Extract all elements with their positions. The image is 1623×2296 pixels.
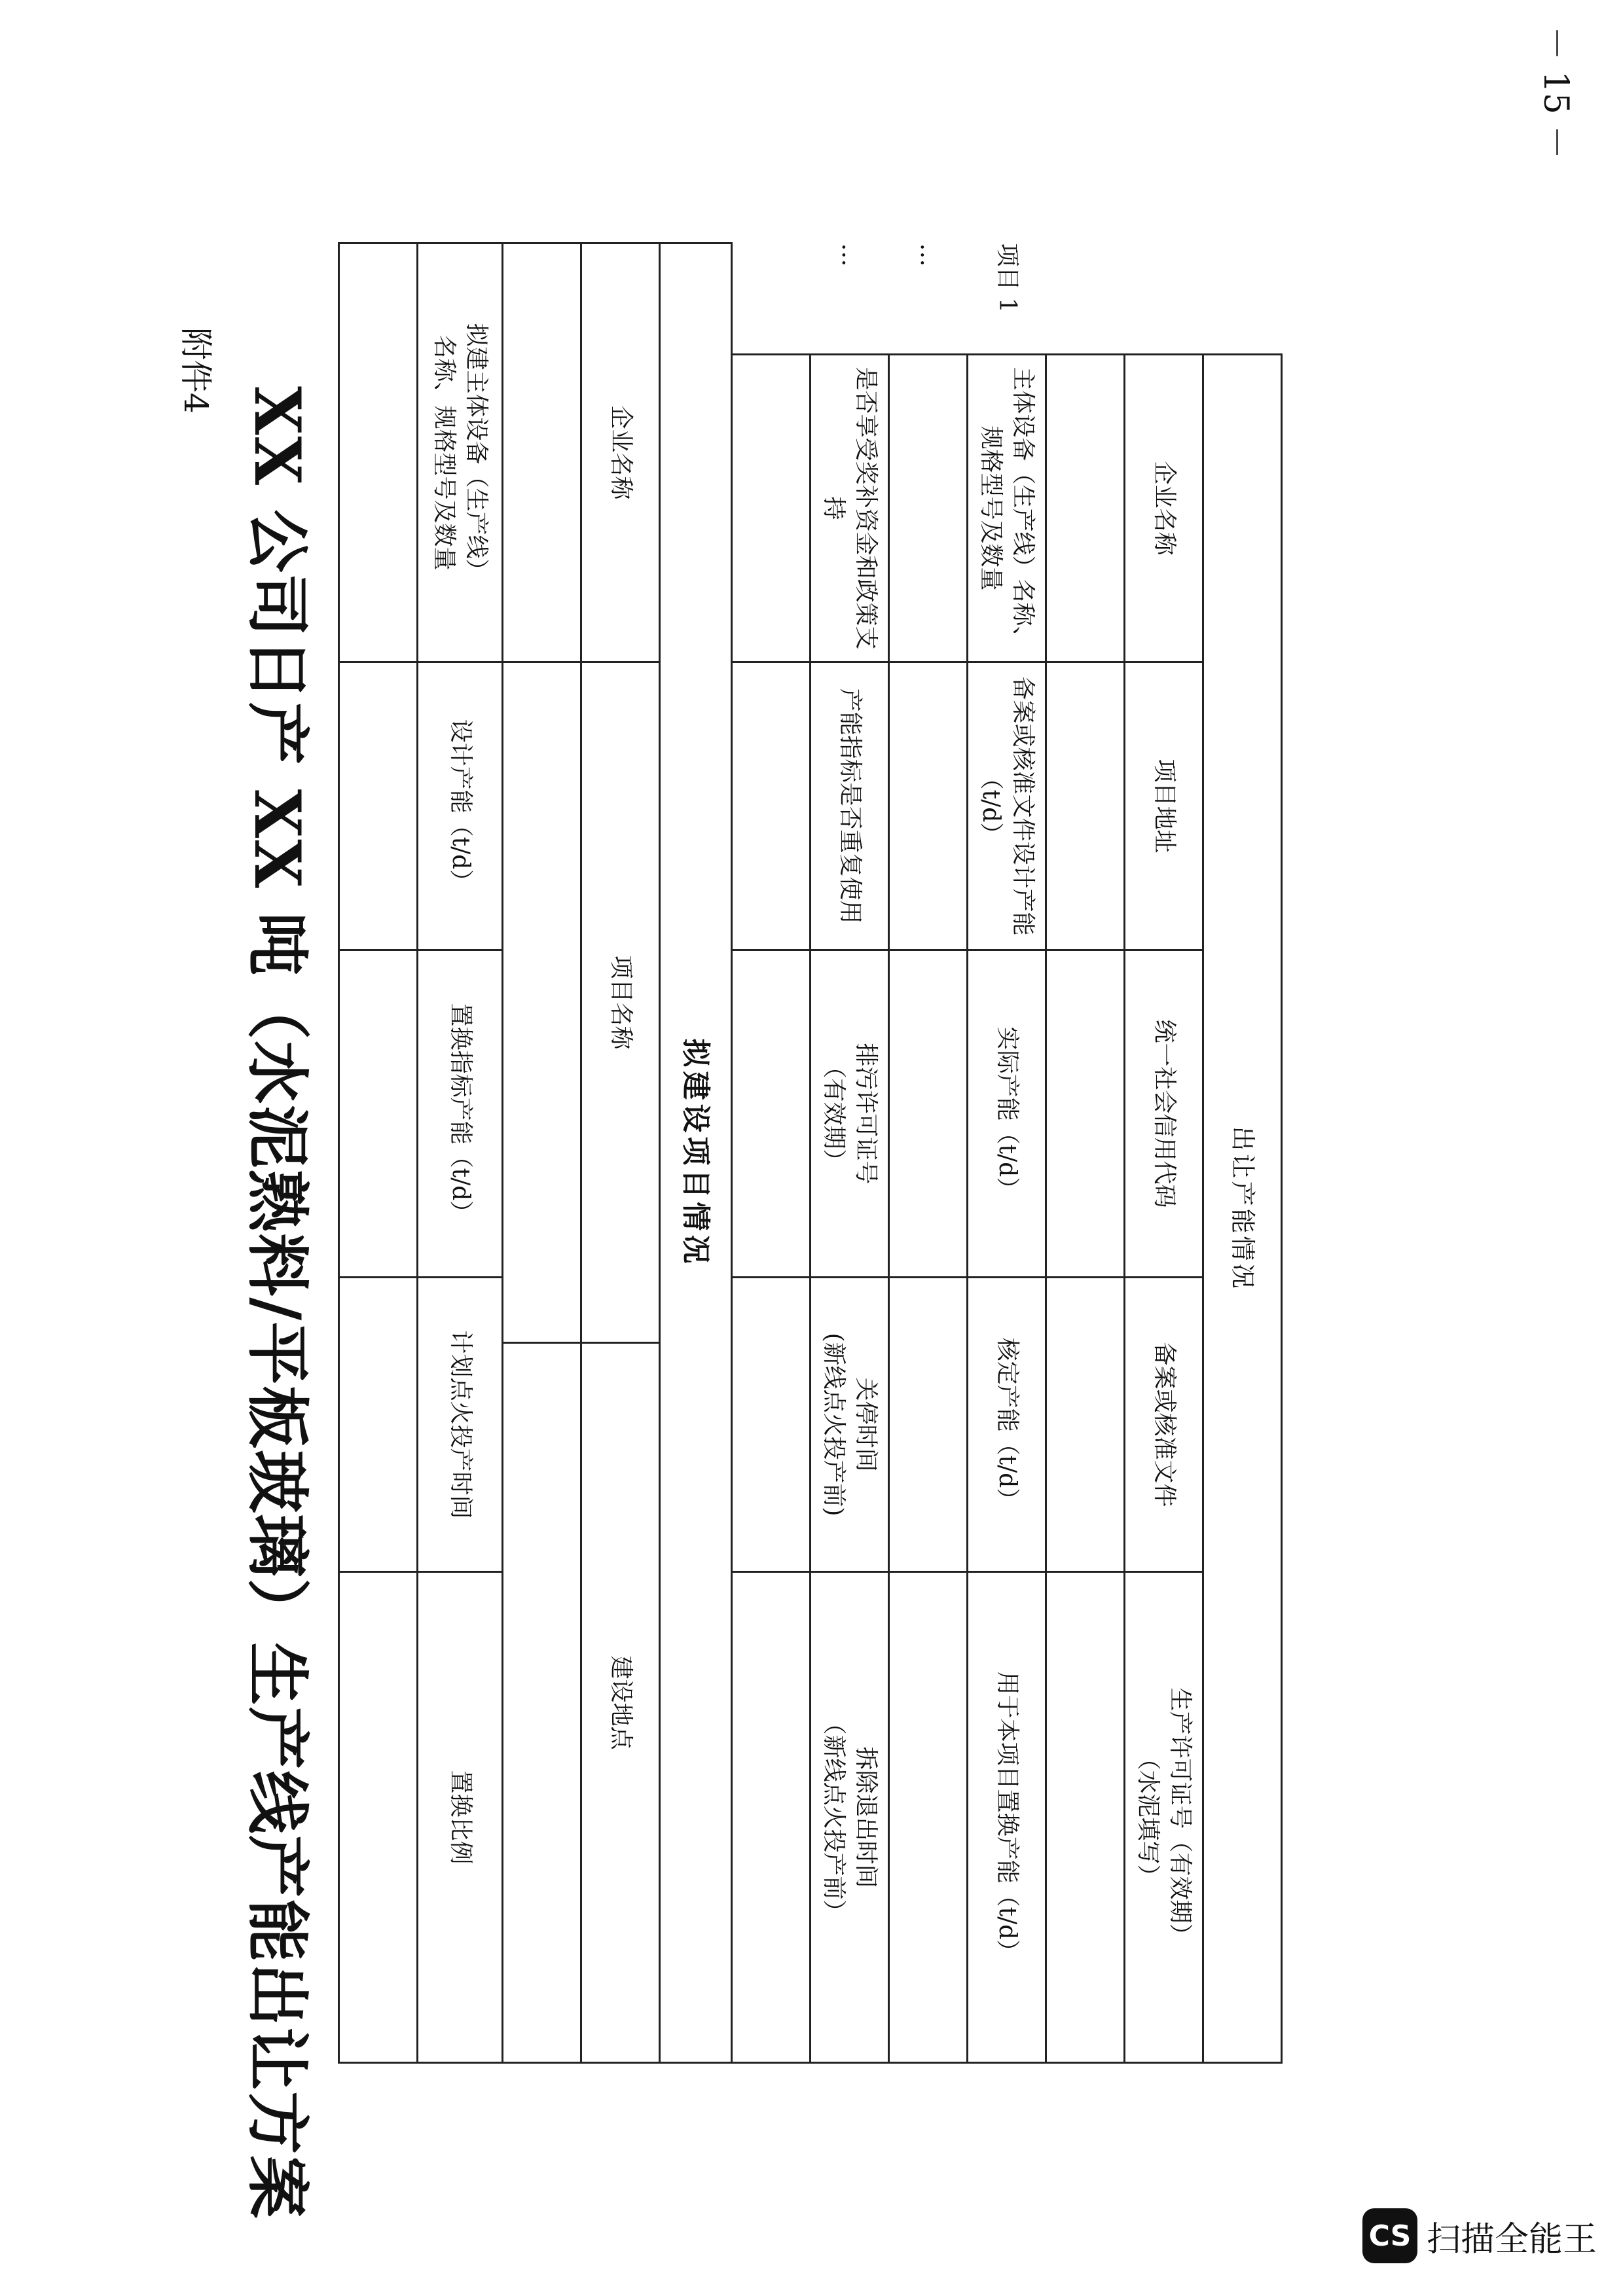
document-title: XX 公司日产 XX 吨（水泥熟料/平板玻璃）生产线产能出让方案 bbox=[240, 386, 314, 2220]
header-credit-code: 统一社会信用代码 bbox=[1125, 950, 1203, 1278]
page-number: － 15 － bbox=[1536, 26, 1575, 160]
header-shutdown-time bbox=[811, 1278, 889, 1572]
header-replacement-indicator: 置换指标产能（t/d） bbox=[418, 950, 503, 1278]
row-label-project: 项目 1 bbox=[993, 243, 1021, 313]
value-project-address[interactable] bbox=[1046, 662, 1125, 950]
new-equipment-line1: 拟建主体设备（生产线） bbox=[463, 323, 490, 583]
header-approved-capacity: 核定产能（t/d） bbox=[968, 1278, 1046, 1572]
header-company-name: 企业名称 bbox=[1125, 355, 1203, 662]
license-label: 生产许可证号（有效期） bbox=[1167, 1687, 1194, 1947]
camscanner-icon: CS bbox=[1362, 2208, 1417, 2263]
value-ratio[interactable] bbox=[339, 1572, 418, 2063]
scanner-badge bbox=[1362, 2208, 1597, 2263]
header-ignition-time: 计划点火投产时间 bbox=[418, 1278, 503, 1572]
scanner-badge-text: 扫描全能王 bbox=[1426, 2219, 1597, 2259]
equipment-line2: 规格型号及数量 bbox=[977, 425, 1005, 591]
section-heading-new: 拟建设项目情况 bbox=[660, 243, 732, 2063]
header-filing-doc: 备案或核准文件 bbox=[1125, 1278, 1203, 1572]
value-ignition-time[interactable] bbox=[339, 1278, 418, 1572]
value-approved-capacity[interactable] bbox=[889, 1278, 968, 1572]
header-equipment bbox=[968, 355, 1046, 662]
demolition-time-note: （新线点火投产前） bbox=[820, 1711, 848, 1924]
license-note: （水泥填写） bbox=[1135, 1746, 1162, 1888]
value-demolition-time[interactable] bbox=[732, 1572, 811, 2063]
header-new-company-name: 企业名称 bbox=[581, 243, 660, 662]
design-capacity-label: 备案或核准文件设计产能 bbox=[1010, 676, 1037, 936]
value-new-design-capacity[interactable] bbox=[339, 662, 418, 950]
row-label-more1: … bbox=[915, 243, 942, 267]
header-actual-capacity: 实际产能（t/d） bbox=[968, 950, 1046, 1278]
equipment-line1: 主体设备（生产线）名称、 bbox=[1010, 367, 1037, 650]
header-new-site: 建设地点 bbox=[581, 1343, 660, 2063]
value-design-capacity[interactable] bbox=[889, 662, 968, 950]
header-pollution-permit bbox=[811, 950, 889, 1278]
value-new-site[interactable] bbox=[503, 1343, 581, 2063]
value-reuse[interactable] bbox=[732, 662, 811, 950]
value-subsidy[interactable] bbox=[732, 355, 811, 662]
header-demolition-time bbox=[811, 1572, 889, 2063]
value-shutdown-time[interactable] bbox=[732, 1278, 811, 1572]
header-subsidy: 是否享受奖补资金和政策支持 bbox=[811, 355, 889, 662]
capacity-transfer-table bbox=[338, 242, 1283, 2064]
attachment-label: 附件4 bbox=[177, 327, 215, 414]
value-new-project-name[interactable] bbox=[503, 662, 581, 1343]
blank-label-cell bbox=[1046, 243, 1125, 355]
header-license bbox=[1125, 1572, 1203, 2063]
new-equipment-line2: 名称、规格型号及数量 bbox=[431, 334, 458, 571]
value-replacement-indicator[interactable] bbox=[339, 950, 418, 1278]
header-new-project-name: 项目名称 bbox=[581, 662, 660, 1343]
blank-label-cell bbox=[1203, 243, 1282, 355]
pollution-permit-note: （有效期） bbox=[820, 1054, 848, 1173]
blank-label-cell bbox=[732, 243, 811, 355]
header-replacement-capacity: 用于本项目置换产能（t/d） bbox=[968, 1572, 1046, 2063]
header-reuse: 产能指标是否重复使用 bbox=[811, 662, 889, 950]
value-actual-capacity[interactable] bbox=[889, 950, 968, 1278]
header-ratio: 置换比例 bbox=[418, 1572, 503, 2063]
value-pollution-permit[interactable] bbox=[732, 950, 811, 1278]
value-replacement-capacity[interactable] bbox=[889, 1572, 968, 2063]
section-heading-out: 出让产能情况 bbox=[1203, 355, 1282, 2063]
value-equipment[interactable] bbox=[889, 355, 968, 662]
header-design-capacity bbox=[968, 662, 1046, 950]
header-new-equipment bbox=[418, 243, 503, 662]
demolition-time-label: 拆除退出时间 bbox=[852, 1746, 880, 1888]
header-project-address: 项目地址 bbox=[1125, 662, 1203, 950]
value-credit-code[interactable] bbox=[1046, 950, 1125, 1278]
value-license[interactable] bbox=[1046, 1572, 1125, 2063]
shutdown-time-label: 关停时间 bbox=[852, 1377, 880, 1472]
value-filing-doc[interactable] bbox=[1046, 1278, 1125, 1572]
row-label-more2: … bbox=[836, 243, 864, 267]
design-capacity-unit: （t/d） bbox=[977, 766, 1005, 846]
pollution-permit-label: 排污许可证号 bbox=[852, 1043, 880, 1185]
value-new-company-name[interactable] bbox=[503, 243, 581, 662]
value-company-name[interactable] bbox=[1046, 355, 1125, 662]
shutdown-time-note: (新线点火投产前) bbox=[820, 1333, 848, 1516]
blank-label-cell bbox=[1125, 243, 1203, 355]
header-new-design-capacity: 设计产能（t/d） bbox=[418, 662, 503, 950]
value-new-equipment[interactable] bbox=[339, 243, 418, 662]
